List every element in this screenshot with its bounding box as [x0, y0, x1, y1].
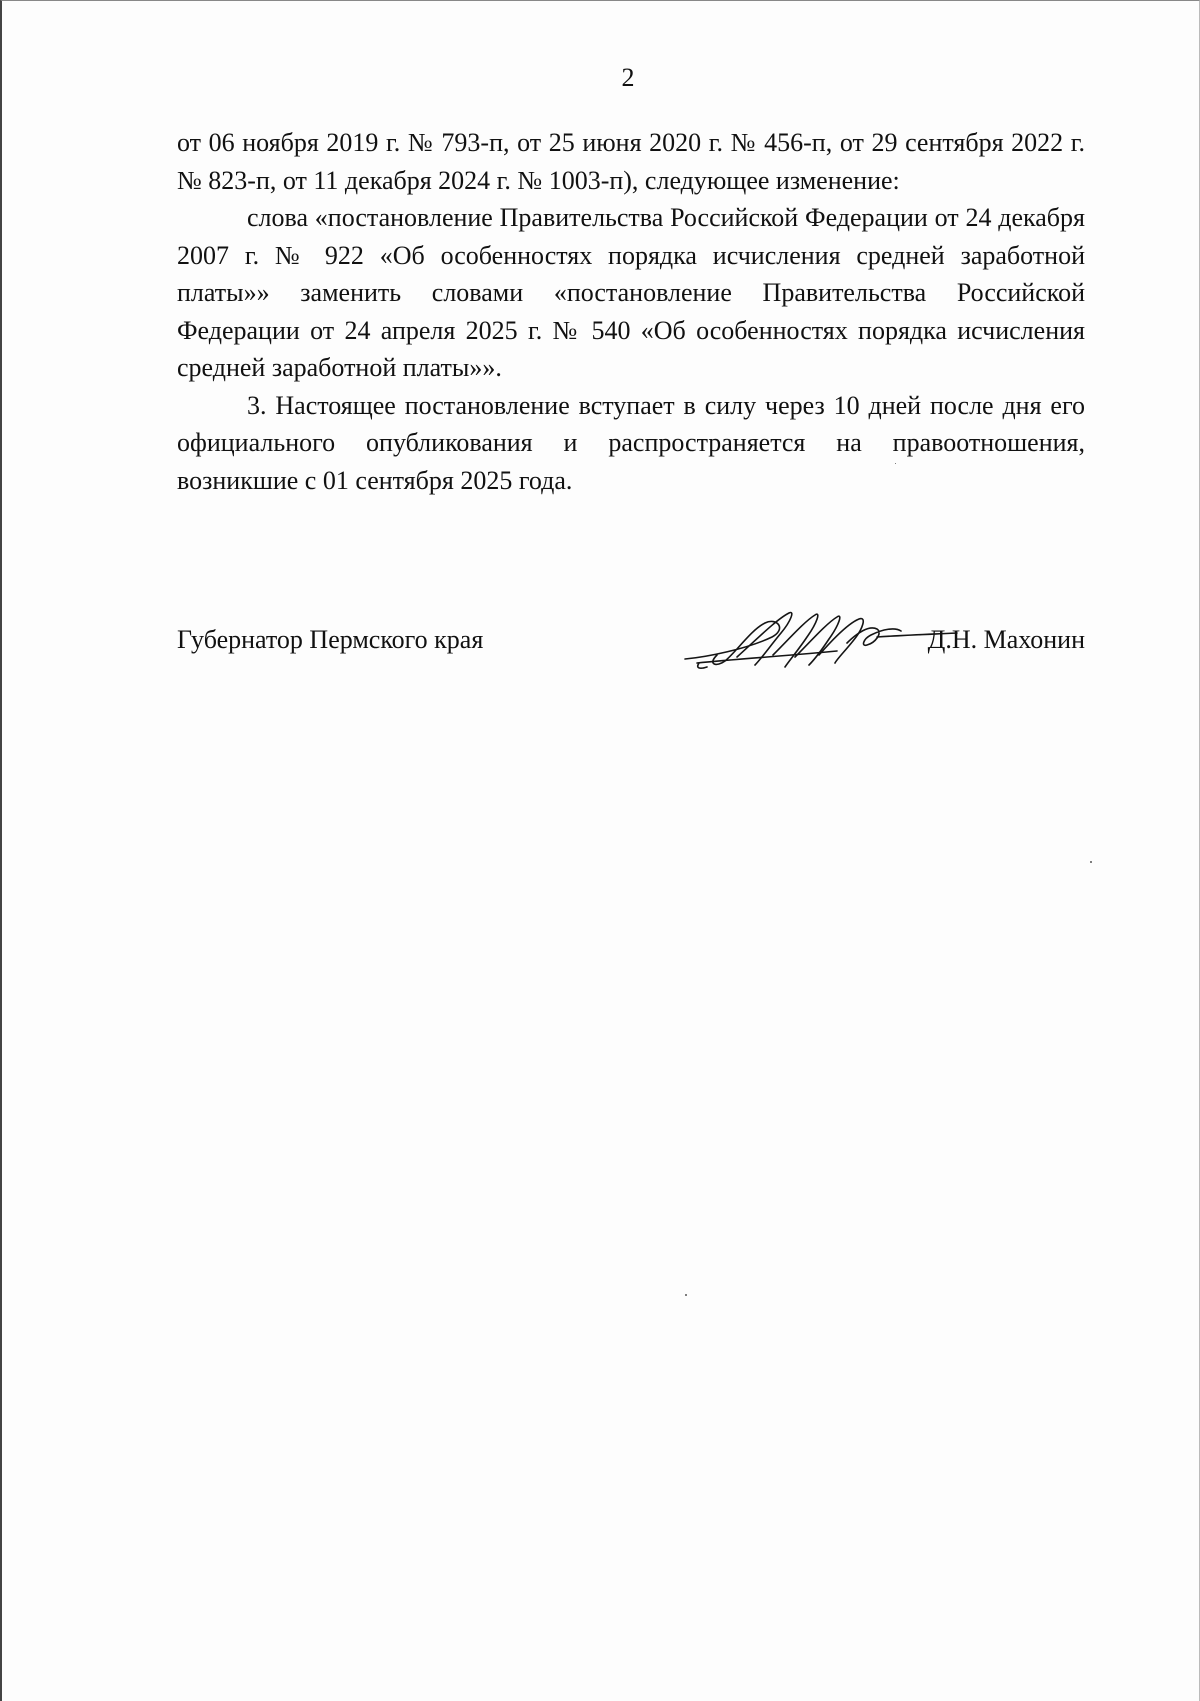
paragraph-amendment-wording: слова «постановление Правительства Российской Федерации от 24 декабря 2007 г. № 922 «Об особенностях порядка исчисления средней заработной платы»» заменить словами «постановление Правительства Российской Федерации от 24 апреля 2025 г. № 540 «Об особенностях порядка исчисления средней заработной платы»».	[177, 203, 1085, 382]
signer-name: Д.Н. Махонин	[927, 625, 1085, 654]
document-body	[177, 124, 1085, 499]
signature-block	[177, 621, 1085, 681]
scan-speck	[1090, 861, 1092, 863]
paragraph-continuation: от 06 ноября 2019 г. № 793-п, от 25 июня 2020 г. № 456-п, от 29 сентября 2022 г. № 823-п, от 11 декабря 2024 г. № 1003-п), следующее изменение:	[177, 128, 1085, 195]
scan-speck	[685, 1294, 687, 1296]
scan-speck	[895, 463, 896, 464]
page-number: 2	[621, 63, 635, 92]
paragraph-entry-into-force: 3. Настоящее постановление вступает в силу через 10 дней после дня его официального опубликования и распространяется на правоотношения, возникшие с 01 сентября 2025 года.	[177, 390, 1085, 495]
signer-position: Губернатор Пермского края	[177, 625, 484, 654]
